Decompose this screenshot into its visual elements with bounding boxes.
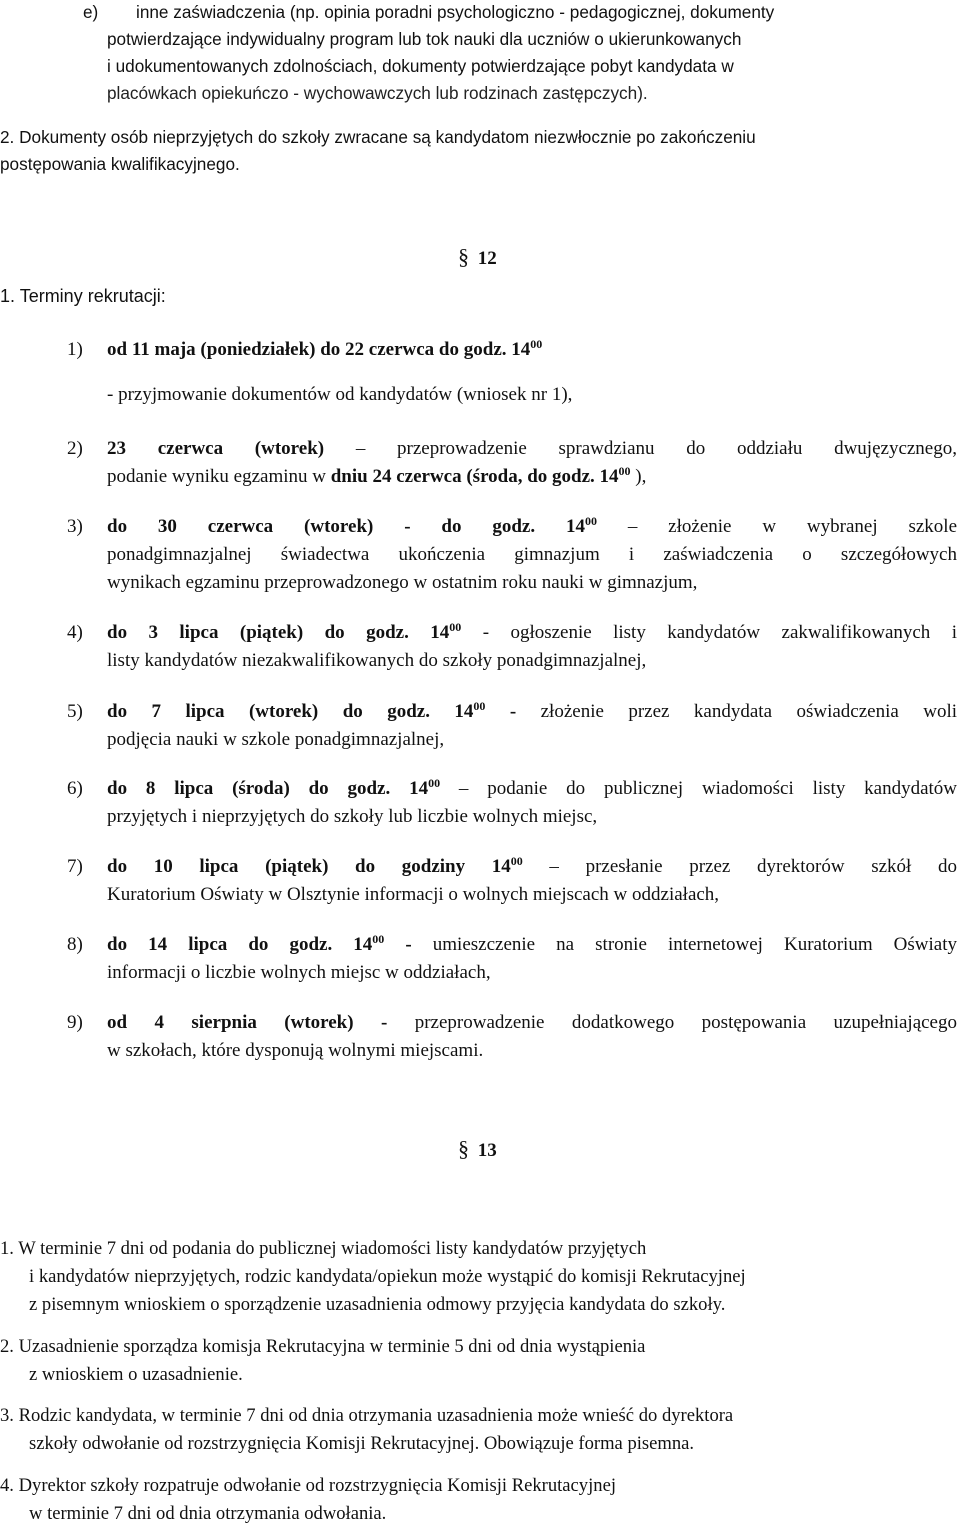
item-text-line: informacji o liczbie wolnych miejsc w oddziałach, <box>107 962 491 983</box>
item-number: 5) <box>67 701 83 722</box>
section-13-paragraph-2 <box>0 1333 960 1389</box>
item-date: do 7 lipca (wtorek) do godz <box>107 701 426 722</box>
list-item-1 <box>67 336 957 364</box>
item-e-line-4: placówkach opiekuńczo - wychowawczych lub rodzinach zastępczych). <box>107 83 648 103</box>
section-number: 13 <box>477 1140 497 1161</box>
item-text: złożenie przez kandydata oświadczenia woli <box>540 701 958 722</box>
item-text: – złożenie w wybranej szkole <box>596 516 958 537</box>
paragraph-line: 2. Uzasadnienie sporządza komisja Rekrutacyjna w terminie 5 dni od dnia wystąpienia <box>0 1336 646 1357</box>
item-time: . 14 <box>385 778 429 799</box>
paragraph-line: i kandydatów nieprzyjętych, rodzic kandydata/opiekun może wystąpić do komisji Rekrutacyjnej <box>29 1266 746 1287</box>
item-text: przeprowadzenie dodatkowego postępowania uzupełniającego <box>414 1012 957 1033</box>
item-number: 2) <box>67 438 83 459</box>
item-date: od 11 maja (poniedziałek) do 22 czerwca do godz. 14 <box>107 339 531 360</box>
section-12-heading <box>458 244 497 270</box>
item-date: od 4 sierpnia (wtorek) - <box>107 1012 415 1033</box>
item-text-line: podjęcia nauki w szkole ponadgimnazjalnej, <box>107 729 445 750</box>
item-e-line-1: inne zaświadczenia (np. opinia poradni psychologiczno - pedagogicznej, dokumenty <box>136 2 775 22</box>
item-text: ), <box>630 466 647 487</box>
item-time: . 14 <box>327 934 373 955</box>
item-text-line: przyjętych i nieprzyjętych do szkoły lub liczbie wolnych miejsc, <box>107 806 598 827</box>
list-item-3 <box>67 513 957 597</box>
list-item-5 <box>67 698 957 754</box>
item-text: - ogłoszenie listy kandydatów zakwalifikowanych i <box>461 622 957 643</box>
paragraph-2-line-2: postępowania kwalifikacyjnego. <box>0 154 240 174</box>
paragraph-sign-icon: § <box>458 1136 469 1161</box>
item-e-line-2: potwierdzające indywidualny program lub tok nauki dla uczniów o ukierunkowanych <box>107 29 742 49</box>
item-date: do 30 czerwca (wtorek) - do godz <box>107 516 531 537</box>
item-date: do 14 lipca do godz <box>107 934 328 955</box>
item-number: 6) <box>67 778 83 799</box>
list-item-7 <box>67 853 957 909</box>
section-13-paragraph-1 <box>0 1235 960 1319</box>
item-date: do 10 lipca (piątek) do godziny 14 <box>107 856 511 877</box>
section-number: 12 <box>477 248 497 269</box>
item-text-line: wynikach egzaminu przeprowadzonego w ostatnim roku nauki w gimnazjum, <box>107 572 698 593</box>
item-time-sup: 00 <box>449 620 462 634</box>
item-date: do 8 lipca (środa) do godz <box>107 778 386 799</box>
item-number: 8) <box>67 934 83 955</box>
list-item-1-description: - przyjmowanie dokumentów od kandydatów (wniosek nr 1), <box>107 384 573 405</box>
item-text-line: Kuratorium Oświaty w Olsztynie informacji o wolnych miejscach w oddziałach, <box>107 884 720 905</box>
item-date: dniu 24 czerwca (środa, do godz <box>330 466 591 487</box>
paragraph-line: w terminie 7 dni od dnia otrzymania odwołania. <box>29 1503 387 1524</box>
paragraph-2-line-1: 2. Dokumenty osób nieprzyjętych do szkoły zwracane są kandydatom niezwłocznie po zakończeniu <box>0 127 756 147</box>
item-date: do 3 lipca (piątek) do godz <box>107 622 405 643</box>
item-number: 3) <box>67 516 83 537</box>
section-13-paragraph-3 <box>0 1402 960 1458</box>
item-number: 7) <box>67 856 83 877</box>
item-time-sup: 00 <box>618 464 631 478</box>
section-13-paragraph-4 <box>0 1472 960 1528</box>
item-time: . 14 <box>530 516 585 537</box>
item-text-line: ponadgimnazjalnej świadectwa ukończenia gimnazjum i zaświadczenia o szczegółowych <box>107 544 957 565</box>
item-number: 9) <box>67 1012 83 1033</box>
item-e-label: e) <box>83 2 99 22</box>
item-time-sup: 00 <box>473 699 486 713</box>
item-date: 23 czerwca (wtorek) <box>107 438 325 459</box>
item-dash: - <box>384 934 433 955</box>
item-dash: - <box>485 701 541 722</box>
item-number: 1) <box>67 339 83 360</box>
item-text: umieszczenie na stronie internetowej Kuratorium Oświaty <box>432 934 958 955</box>
item-time: . 14 <box>425 701 474 722</box>
list-item-2 <box>67 435 957 491</box>
list-item-8 <box>67 931 957 987</box>
item-time: . 14 <box>590 466 619 487</box>
paragraph-sign-icon: § <box>458 244 469 269</box>
item-e-line-3: i udokumentowanych zdolnościach, dokumenty potwierdzające pobyt kandydata w <box>107 56 734 76</box>
item-time-sup: 00 <box>372 932 385 946</box>
list-item-9 <box>67 1009 957 1065</box>
item-text: – podanie do publicznej wiadomości listy kandydatów <box>440 778 958 799</box>
paragraph-line: szkoły odwołanie od rozstrzygnięcia Komisji Rekrutacyjnej. Obowiązuje forma pisemna. <box>29 1433 695 1454</box>
item-time: . 14 <box>404 622 450 643</box>
item-time-sup: 00 <box>584 514 597 528</box>
item-text: – przesłanie przez dyrektorów szkół do <box>522 856 957 877</box>
paragraph-line: z wnioskiem o uzasadnienie. <box>29 1364 243 1385</box>
list-item-6 <box>67 775 957 831</box>
item-number: 4) <box>67 622 83 643</box>
item-text: podanie wyniku egzaminu w <box>107 466 331 487</box>
paragraph-line: 1. W terminie 7 dni od podania do publicznej wiadomości listy kandydatów przyjętych <box>0 1238 647 1259</box>
paragraph-line: 3. Rodzic kandydata, w terminie 7 dni od dnia otrzymania uzasadnienia może wnieść do dyrektora <box>0 1405 734 1426</box>
item-time-sup: 00 <box>530 337 543 351</box>
paragraph-line: z pisemnym wnioskiem o sporządzenie uzasadnienia odmowy przyjęcia kandydata do szkoły. <box>29 1294 726 1315</box>
item-time-sup: 00 <box>510 854 523 868</box>
item-text: – przeprowadzenie sprawdzianu do oddziału dwujęzycznego, <box>324 438 957 459</box>
list-item-4 <box>67 619 957 675</box>
terms-label: 1. Terminy rekrutacji: <box>0 286 166 306</box>
paragraph-line: 4. Dyrektor szkoły rozpatruje odwołanie od rozstrzygnięcia Komisji Rekrutacyjnej <box>0 1475 616 1496</box>
item-time-sup: 00 <box>428 776 441 790</box>
section-13-heading <box>458 1136 497 1162</box>
item-text-line: listy kandydatów niezakwalifikowanych do szkoły ponadgimnazjalnej, <box>107 650 647 671</box>
item-text-line: w szkołach, które dysponują wolnymi miejscami. <box>107 1040 484 1061</box>
